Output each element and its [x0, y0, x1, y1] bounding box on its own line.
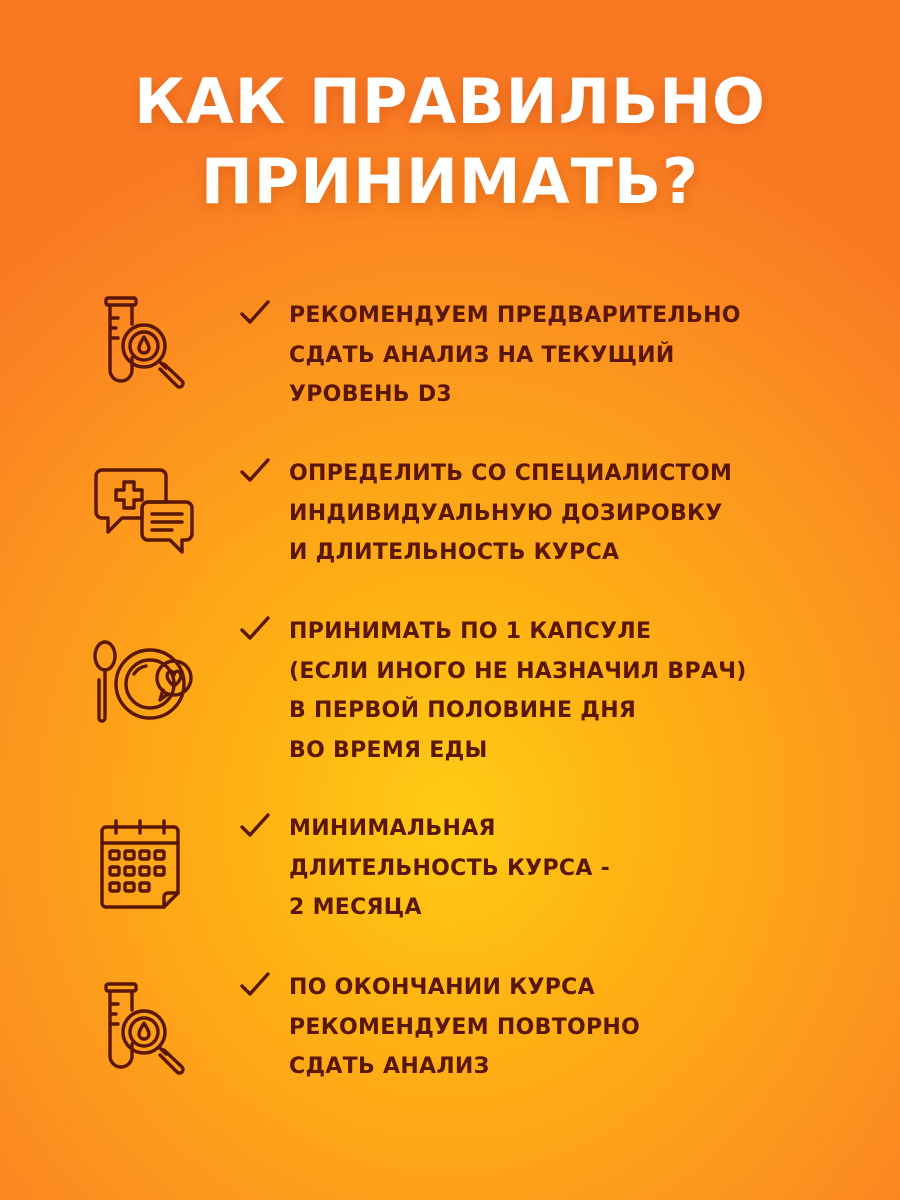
instruction-text	[289, 968, 640, 1087]
page-title-line-2: ПРИНИМАТЬ?	[200, 145, 700, 218]
instruction-line: ПО ОКОНЧАНИИ КУРСА	[289, 975, 595, 1000]
instruction-line: УРОВЕНЬ D3	[289, 382, 452, 407]
calendar-icon	[94, 817, 204, 927]
instruction-line: РЕКОМЕНДУЕМ ПОВТОРНО	[289, 1014, 641, 1040]
instruction-text	[289, 612, 747, 770]
instruction-line: СДАТЬ АНАЛИЗ	[289, 1054, 490, 1079]
instruction-line: ВО ВРЕМЯ ЕДЫ	[289, 737, 488, 763]
instruction-line: МИНИМАЛЬНАЯ	[289, 816, 496, 841]
instruction-line: ИНДИВИДУАЛЬНУЮ ДОЗИРОВКУ	[289, 500, 723, 526]
medical-chat-icon	[88, 462, 198, 572]
check-icon	[238, 968, 272, 1002]
instruction-text	[289, 454, 732, 573]
test-tube-magnifier-icon	[90, 980, 200, 1090]
instruction-line: ДЛИТЕЛЬНОСТЬ КУРСА -	[289, 855, 611, 881]
plate-spoon-heart-icon	[88, 640, 198, 750]
page-title	[0, 62, 900, 222]
instruction-line: СДАТЬ АНАЛИЗ НА ТЕКУЩИЙ	[289, 342, 675, 368]
instruction-line: ПРИНИМАТЬ ПО 1 КАПСУЛЕ	[289, 619, 652, 644]
check-icon	[238, 612, 272, 646]
test-tube-magnifier-icon	[90, 294, 200, 404]
instruction-line: ОПРЕДЕЛИТЬ СО СПЕЦИАЛИСТОМ	[289, 461, 733, 486]
instruction-line: 2 МЕСЯЦА	[289, 895, 422, 920]
instruction-line: (ЕСЛИ ИНОГО НЕ НАЗНАЧИЛ ВРАЧ)	[289, 658, 747, 684]
check-icon	[238, 454, 272, 488]
instruction-line: РЕКОМЕНДУЕМ ПРЕДВАРИТЕЛЬНО	[289, 303, 741, 328]
check-icon	[238, 296, 272, 330]
instruction-text	[289, 809, 610, 928]
instruction-text	[289, 296, 741, 415]
instruction-line: И ДЛИТЕЛЬНОСТЬ КУРСА	[289, 540, 620, 565]
check-icon	[238, 809, 272, 843]
instruction-line: В ПЕРВОЙ ПОЛОВИНЕ ДНЯ	[289, 698, 637, 723]
page-title-line-1: КАК ПРАВИЛЬНО	[134, 65, 766, 138]
